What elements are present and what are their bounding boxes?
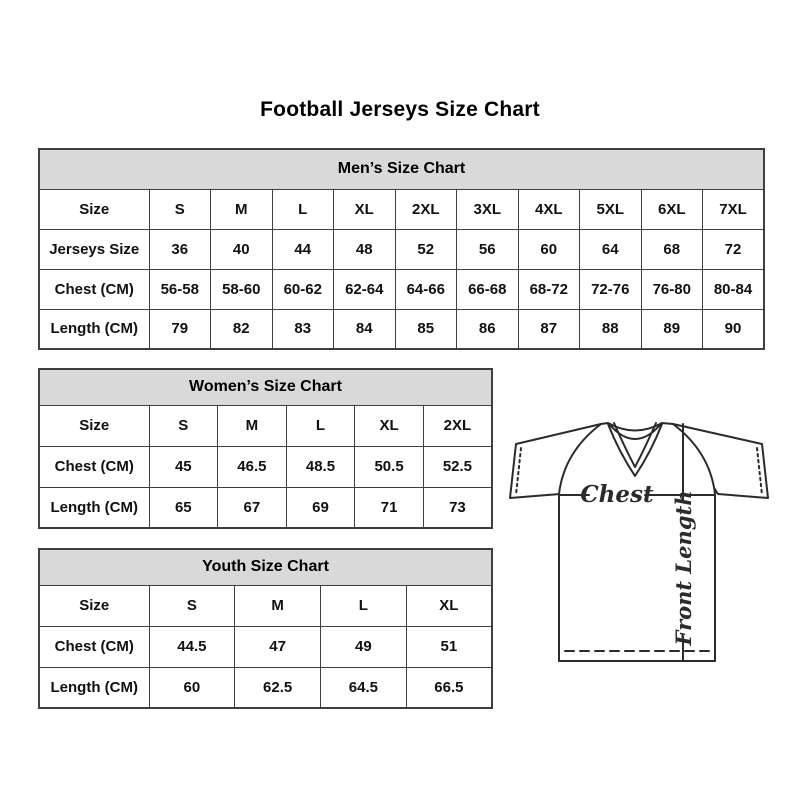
value-cell: 40 xyxy=(211,229,273,269)
youth-size-table xyxy=(38,548,493,709)
table-row xyxy=(39,269,764,309)
value-cell: 73 xyxy=(423,487,492,528)
value-cell: 68 xyxy=(641,229,703,269)
value-cell: M xyxy=(218,405,287,446)
value-cell: 58-60 xyxy=(211,269,273,309)
jersey-measurement-diagram xyxy=(504,416,776,668)
row-label-cell: Size xyxy=(39,405,149,446)
value-cell: S xyxy=(149,405,218,446)
value-cell: 69 xyxy=(286,487,355,528)
table-row xyxy=(39,189,764,229)
value-cell: 62-64 xyxy=(334,269,396,309)
value-cell: 2XL xyxy=(423,405,492,446)
row-label-cell: Chest (CM) xyxy=(39,446,149,487)
value-cell: 5XL xyxy=(580,189,642,229)
value-cell: 46.5 xyxy=(218,446,287,487)
value-cell: XL xyxy=(355,405,424,446)
value-cell: L xyxy=(321,585,407,626)
table-row xyxy=(39,585,492,626)
value-cell: S xyxy=(149,585,235,626)
value-cell: 64 xyxy=(580,229,642,269)
value-cell: XL xyxy=(334,189,396,229)
value-cell: 6XL xyxy=(641,189,703,229)
value-cell: 2XL xyxy=(395,189,457,229)
value-cell: 52.5 xyxy=(423,446,492,487)
value-cell: 51 xyxy=(406,626,492,667)
value-cell: XL xyxy=(406,585,492,626)
value-cell: 56-58 xyxy=(149,269,211,309)
value-cell: 67 xyxy=(218,487,287,528)
value-cell: 60-62 xyxy=(272,269,334,309)
row-label-cell: Chest (CM) xyxy=(39,269,149,309)
value-cell: 7XL xyxy=(703,189,765,229)
value-cell: 48 xyxy=(334,229,396,269)
value-cell: 44.5 xyxy=(149,626,235,667)
row-label-cell: Length (CM) xyxy=(39,667,149,708)
value-cell: 85 xyxy=(395,309,457,349)
value-cell: L xyxy=(286,405,355,446)
value-cell: 44 xyxy=(272,229,334,269)
value-cell: 86 xyxy=(457,309,519,349)
value-cell: 82 xyxy=(211,309,273,349)
value-cell: 84 xyxy=(334,309,396,349)
value-cell: 62.5 xyxy=(235,667,321,708)
value-cell: 88 xyxy=(580,309,642,349)
value-cell: 36 xyxy=(149,229,211,269)
womens-size-table xyxy=(38,368,493,529)
value-cell: 64-66 xyxy=(395,269,457,309)
value-cell: 60 xyxy=(149,667,235,708)
table-row xyxy=(39,487,492,528)
table-row xyxy=(39,667,492,708)
value-cell: 3XL xyxy=(457,189,519,229)
table-title-row xyxy=(39,369,492,405)
front-length-measure-label: Front Length xyxy=(671,490,696,646)
value-cell: 83 xyxy=(272,309,334,349)
chest-measure-label: Chest xyxy=(580,481,654,508)
value-cell: 47 xyxy=(235,626,321,667)
row-label-cell: Length (CM) xyxy=(39,487,149,528)
value-cell: L xyxy=(272,189,334,229)
row-label-cell: Chest (CM) xyxy=(39,626,149,667)
value-cell: 79 xyxy=(149,309,211,349)
table-title-row xyxy=(39,149,764,189)
value-cell: 48.5 xyxy=(286,446,355,487)
value-cell: 45 xyxy=(149,446,218,487)
value-cell: M xyxy=(235,585,321,626)
value-cell: 65 xyxy=(149,487,218,528)
value-cell: 71 xyxy=(355,487,424,528)
page-title: Football Jerseys Size Chart xyxy=(260,98,540,121)
value-cell: 49 xyxy=(321,626,407,667)
table-row xyxy=(39,446,492,487)
row-label-cell: Size xyxy=(39,585,149,626)
value-cell: 64.5 xyxy=(321,667,407,708)
value-cell: 90 xyxy=(703,309,765,349)
value-cell: 66.5 xyxy=(406,667,492,708)
row-label-cell: Jerseys Size xyxy=(39,229,149,269)
value-cell: 52 xyxy=(395,229,457,269)
value-cell: 72-76 xyxy=(580,269,642,309)
table-row xyxy=(39,405,492,446)
value-cell: M xyxy=(211,189,273,229)
value-cell: 80-84 xyxy=(703,269,765,309)
table-row xyxy=(39,626,492,667)
value-cell: 50.5 xyxy=(355,446,424,487)
table-row xyxy=(39,309,764,349)
table-title: Men’s Size Chart xyxy=(39,149,764,189)
row-label-cell: Length (CM) xyxy=(39,309,149,349)
value-cell: 4XL xyxy=(518,189,580,229)
value-cell: 66-68 xyxy=(457,269,519,309)
table-title: Youth Size Chart xyxy=(39,549,492,585)
value-cell: 56 xyxy=(457,229,519,269)
value-cell: 72 xyxy=(703,229,765,269)
value-cell: 87 xyxy=(518,309,580,349)
value-cell: S xyxy=(149,189,211,229)
table-title: Women’s Size Chart xyxy=(39,369,492,405)
value-cell: 89 xyxy=(641,309,703,349)
value-cell: 76-80 xyxy=(641,269,703,309)
mens-size-table xyxy=(38,148,765,350)
row-label-cell: Size xyxy=(39,189,149,229)
value-cell: 68-72 xyxy=(518,269,580,309)
table-row xyxy=(39,229,764,269)
value-cell: 60 xyxy=(518,229,580,269)
table-title-row xyxy=(39,549,492,585)
